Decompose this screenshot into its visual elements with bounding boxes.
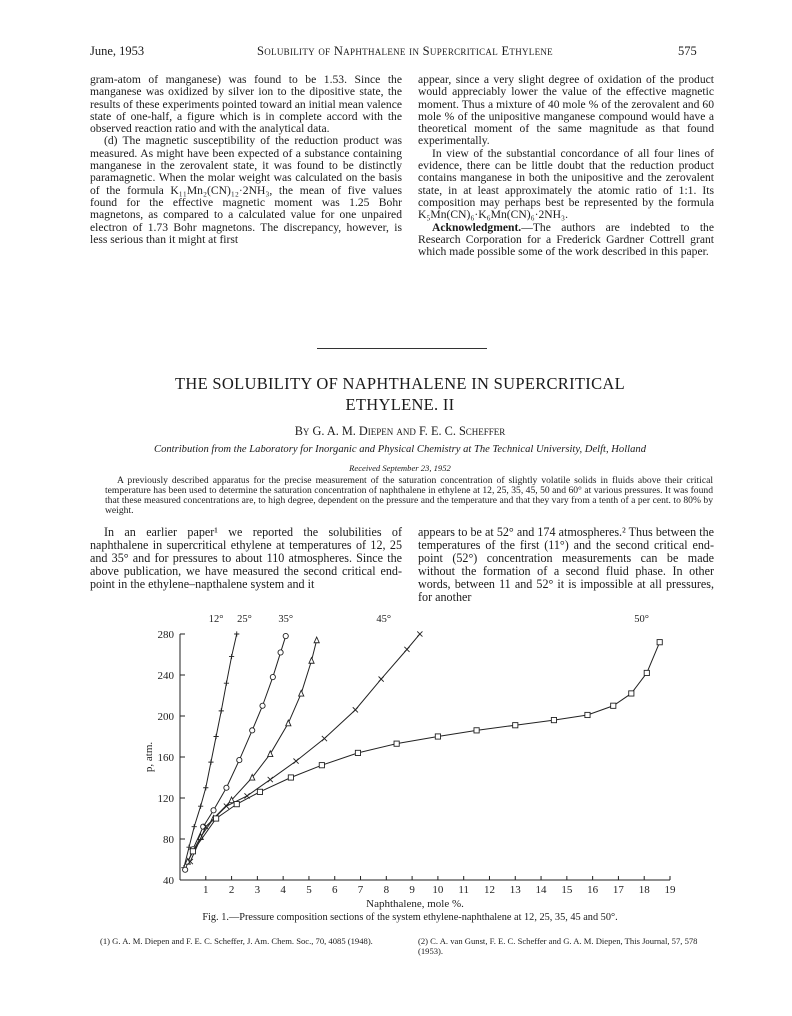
x-tick-label: 13 — [509, 884, 521, 896]
paragraph: (d) The magnetic susceptibility of the reduction product was measured. As might have been expected of a substance containing manganese in the zerovalent state, it was found to be distinctly paramagnetic. When the molar weight was calculated on the basis of the formula K₁₁Mn₂(CN)₁₂·2NH₃, the mean of five values found for the effective magnetic moment was 1.25 Bohr magnetons, as compared to a calculated value for one unpaired electron of 1.73 Bohr magnetons. The discrepancy, however, is less serious than it might at first — [90, 134, 402, 246]
x-axis-label: Naphthalene, mole %. — [366, 898, 464, 910]
data-point — [219, 708, 224, 713]
x-tick-label: 4 — [280, 884, 286, 896]
data-point — [229, 654, 234, 659]
affiliation: Contribution from the Laboratory for Inorganic and Physical Chemistry at The Technical University, Delft, Holland — [154, 444, 646, 455]
x-tick-label: 2 — [228, 884, 235, 896]
data-point — [183, 867, 188, 872]
y-axis-label: p, atm. — [143, 741, 155, 773]
paragraph: In an earlier paper¹ we reported the solubilities of naphthalene in supercritical ethylene at temperatures of 12, 25 and 35° and for pressures to about 110 atmospheres. Since the above publication, we have measured the second critical end-point in the ethylene–napthalene system and it — [90, 525, 402, 592]
acknowledgment-text: —The authors are indebted to the Research Corporation for a Frederick Gardner Cottrell grant which made possible some of the work described in this paper. — [418, 220, 714, 259]
data-point — [234, 631, 239, 636]
data-point — [611, 703, 616, 708]
data-point — [551, 718, 556, 723]
x-tick-label: 1 — [203, 884, 209, 896]
x-tick-label: 3 — [254, 884, 261, 896]
data-point — [224, 681, 229, 686]
article-title-line1: THE SOLUBILITY OF NAPHTHALENE IN SUPERCRITICAL — [175, 374, 625, 393]
series-temperature-label: 50° — [634, 614, 649, 625]
y-tick-label: 40 — [163, 875, 174, 887]
data-point — [237, 757, 242, 762]
data-point — [319, 763, 324, 768]
x-tick-label: 17 — [612, 884, 624, 896]
data-point — [257, 789, 262, 794]
page-number: 575 — [678, 44, 697, 58]
x-tick-label: 16 — [587, 884, 599, 896]
data-point — [208, 760, 213, 765]
series-temperature-label: 25° — [237, 614, 252, 625]
y-tick-label: 200 — [157, 711, 174, 723]
x-tick-label: 8 — [383, 884, 390, 896]
data-point — [224, 804, 229, 809]
data-point — [278, 650, 283, 655]
data-point — [214, 734, 219, 739]
running-title: Solubility of Naphthalene in Supercritical Ethylene — [257, 44, 553, 58]
data-point — [379, 677, 384, 682]
top-right-column — [418, 74, 714, 258]
data-point — [211, 808, 216, 813]
x-tick-label: 14 — [535, 884, 547, 896]
series-temperature-label: 12° — [208, 614, 224, 625]
section-divider — [317, 348, 487, 349]
received-date: Received September 23, 1952 — [349, 463, 451, 473]
data-point — [283, 633, 288, 638]
data-point — [417, 631, 422, 636]
series-line-4 — [193, 642, 660, 851]
y-tick-label: 160 — [157, 752, 174, 764]
data-point — [353, 707, 358, 712]
data-point — [268, 777, 273, 782]
x-tick-label: 10 — [432, 884, 444, 896]
data-point — [299, 690, 304, 696]
data-point — [234, 802, 239, 807]
acknowledgment — [418, 222, 714, 259]
data-point — [657, 640, 662, 645]
data-point — [513, 723, 518, 728]
x-tick-label: 9 — [409, 884, 415, 896]
series-line-3 — [190, 634, 420, 862]
article-title-line2: ETHYLENE. II — [345, 395, 455, 414]
y-tick-label: 280 — [157, 629, 174, 641]
x-tick-label: 19 — [664, 884, 676, 896]
data-point — [214, 816, 219, 821]
data-point — [629, 691, 634, 696]
y-tick-label: 80 — [163, 834, 174, 846]
series-temperature-label: 45° — [376, 614, 392, 625]
paragraph: In view of the substantial concordance of all four lines of evidence, there can be little doubt that the reduction product contains manganese in both the unipositive and the zerovalent state, in at least approximately the atomic ratio of 1:1. Its composition may perhaps best be represented by the formula K₅Mn(CN)₆·K₆Mn(CN)₆·2NH₃. — [418, 146, 714, 222]
data-point — [288, 775, 293, 780]
data-point — [314, 637, 319, 643]
data-point — [286, 720, 291, 726]
data-point — [394, 741, 399, 746]
pressure-composition-chart — [130, 612, 700, 910]
data-point — [644, 670, 649, 675]
data-point — [585, 712, 590, 717]
authors: By G. A. M. Diepen and F. E. C. Scheffer — [294, 424, 506, 438]
article-title — [100, 373, 700, 415]
data-point — [192, 824, 197, 829]
body-left-column — [90, 526, 402, 591]
abstract — [105, 476, 713, 516]
data-point — [404, 647, 409, 652]
series-line-0 — [184, 634, 237, 868]
data-point — [309, 658, 314, 664]
series-temperature-label: 35° — [278, 614, 294, 625]
abstract-text: A previously described apparatus for the precise measurement of the saturation concentration of slightly volatile solids in fluids above their critical temperature has been used to determine the saturation concentration of naphthalene in ethylene at 12, 25, 35, 45, 50 and 60° at various pressures. It was found that these measured concentrations are, to high degree, dependent on the pressure and the temperature and that they vary from a tenth of a per cent. to 80% by weight. — [105, 475, 713, 517]
paragraph: appear, since a very slight degree of oxidation of the product would appreciably lower the value of the effective magnetic moment. Thus a mixture of 40 mole % of the zerovalent and 60 mole % of the unipositive manganese compound would have a theoretical moment of the same magnitude as that found experimentally. — [418, 73, 714, 148]
x-tick-label: 5 — [306, 884, 312, 896]
data-point — [203, 785, 208, 790]
paragraph: gram-atom of manganese) was found to be 1.53. Since the manganese was oxidized by silver ion to the dipositive state, the results of these experiments pointed toward an initial mean valence state of one-half, a figure which is in complete accord with the observed reaction ratio and with the analytical data. — [90, 73, 402, 136]
paragraph: appears to be at 52° and 174 atmospheres.² Thus between the temperatures of the first (11°) and the second critical end-point (52°) concentration measurements can be made without the formation of a second fluid phase. In other words, between 11 and 52° it is impossible at all pressures, for another — [418, 525, 714, 605]
header-date: June, 1953 — [90, 44, 145, 58]
x-tick-label: 15 — [561, 884, 573, 896]
data-point — [435, 734, 440, 739]
figure-caption: Fig. 1.—Pressure composition sections of the system ethylene-naphthalene at 12, 25, 35, 45 and 50°. — [202, 912, 618, 923]
data-point — [474, 728, 479, 733]
data-point — [224, 785, 229, 790]
top-left-column — [90, 74, 402, 246]
footnote-1: (1) G. A. M. Diepen and F. E. C. Scheffer, J. Am. Chem. Soc., 70, 4085 (1948). — [100, 936, 373, 946]
data-point — [198, 804, 203, 809]
x-tick-label: 7 — [357, 884, 364, 896]
x-tick-label: 12 — [483, 884, 495, 896]
y-tick-label: 120 — [157, 793, 174, 805]
data-point — [260, 703, 265, 708]
data-point — [270, 674, 275, 679]
x-tick-label: 6 — [331, 884, 338, 896]
data-point — [355, 750, 360, 755]
data-point — [250, 728, 255, 733]
footnote-2: (2) C. A. van Gunst, F. E. C. Scheffer and G. A. M. Diepen, This Journal, 57, 578 (1953). — [418, 936, 698, 956]
body-right-column — [418, 526, 714, 605]
data-point — [322, 736, 327, 741]
x-tick-label: 18 — [638, 884, 650, 896]
x-tick-label: 11 — [458, 884, 469, 896]
y-tick-label: 240 — [157, 670, 174, 682]
acknowledgment-lead: Acknowledgment. — [432, 220, 522, 234]
data-point — [293, 759, 298, 764]
data-point — [190, 849, 195, 854]
